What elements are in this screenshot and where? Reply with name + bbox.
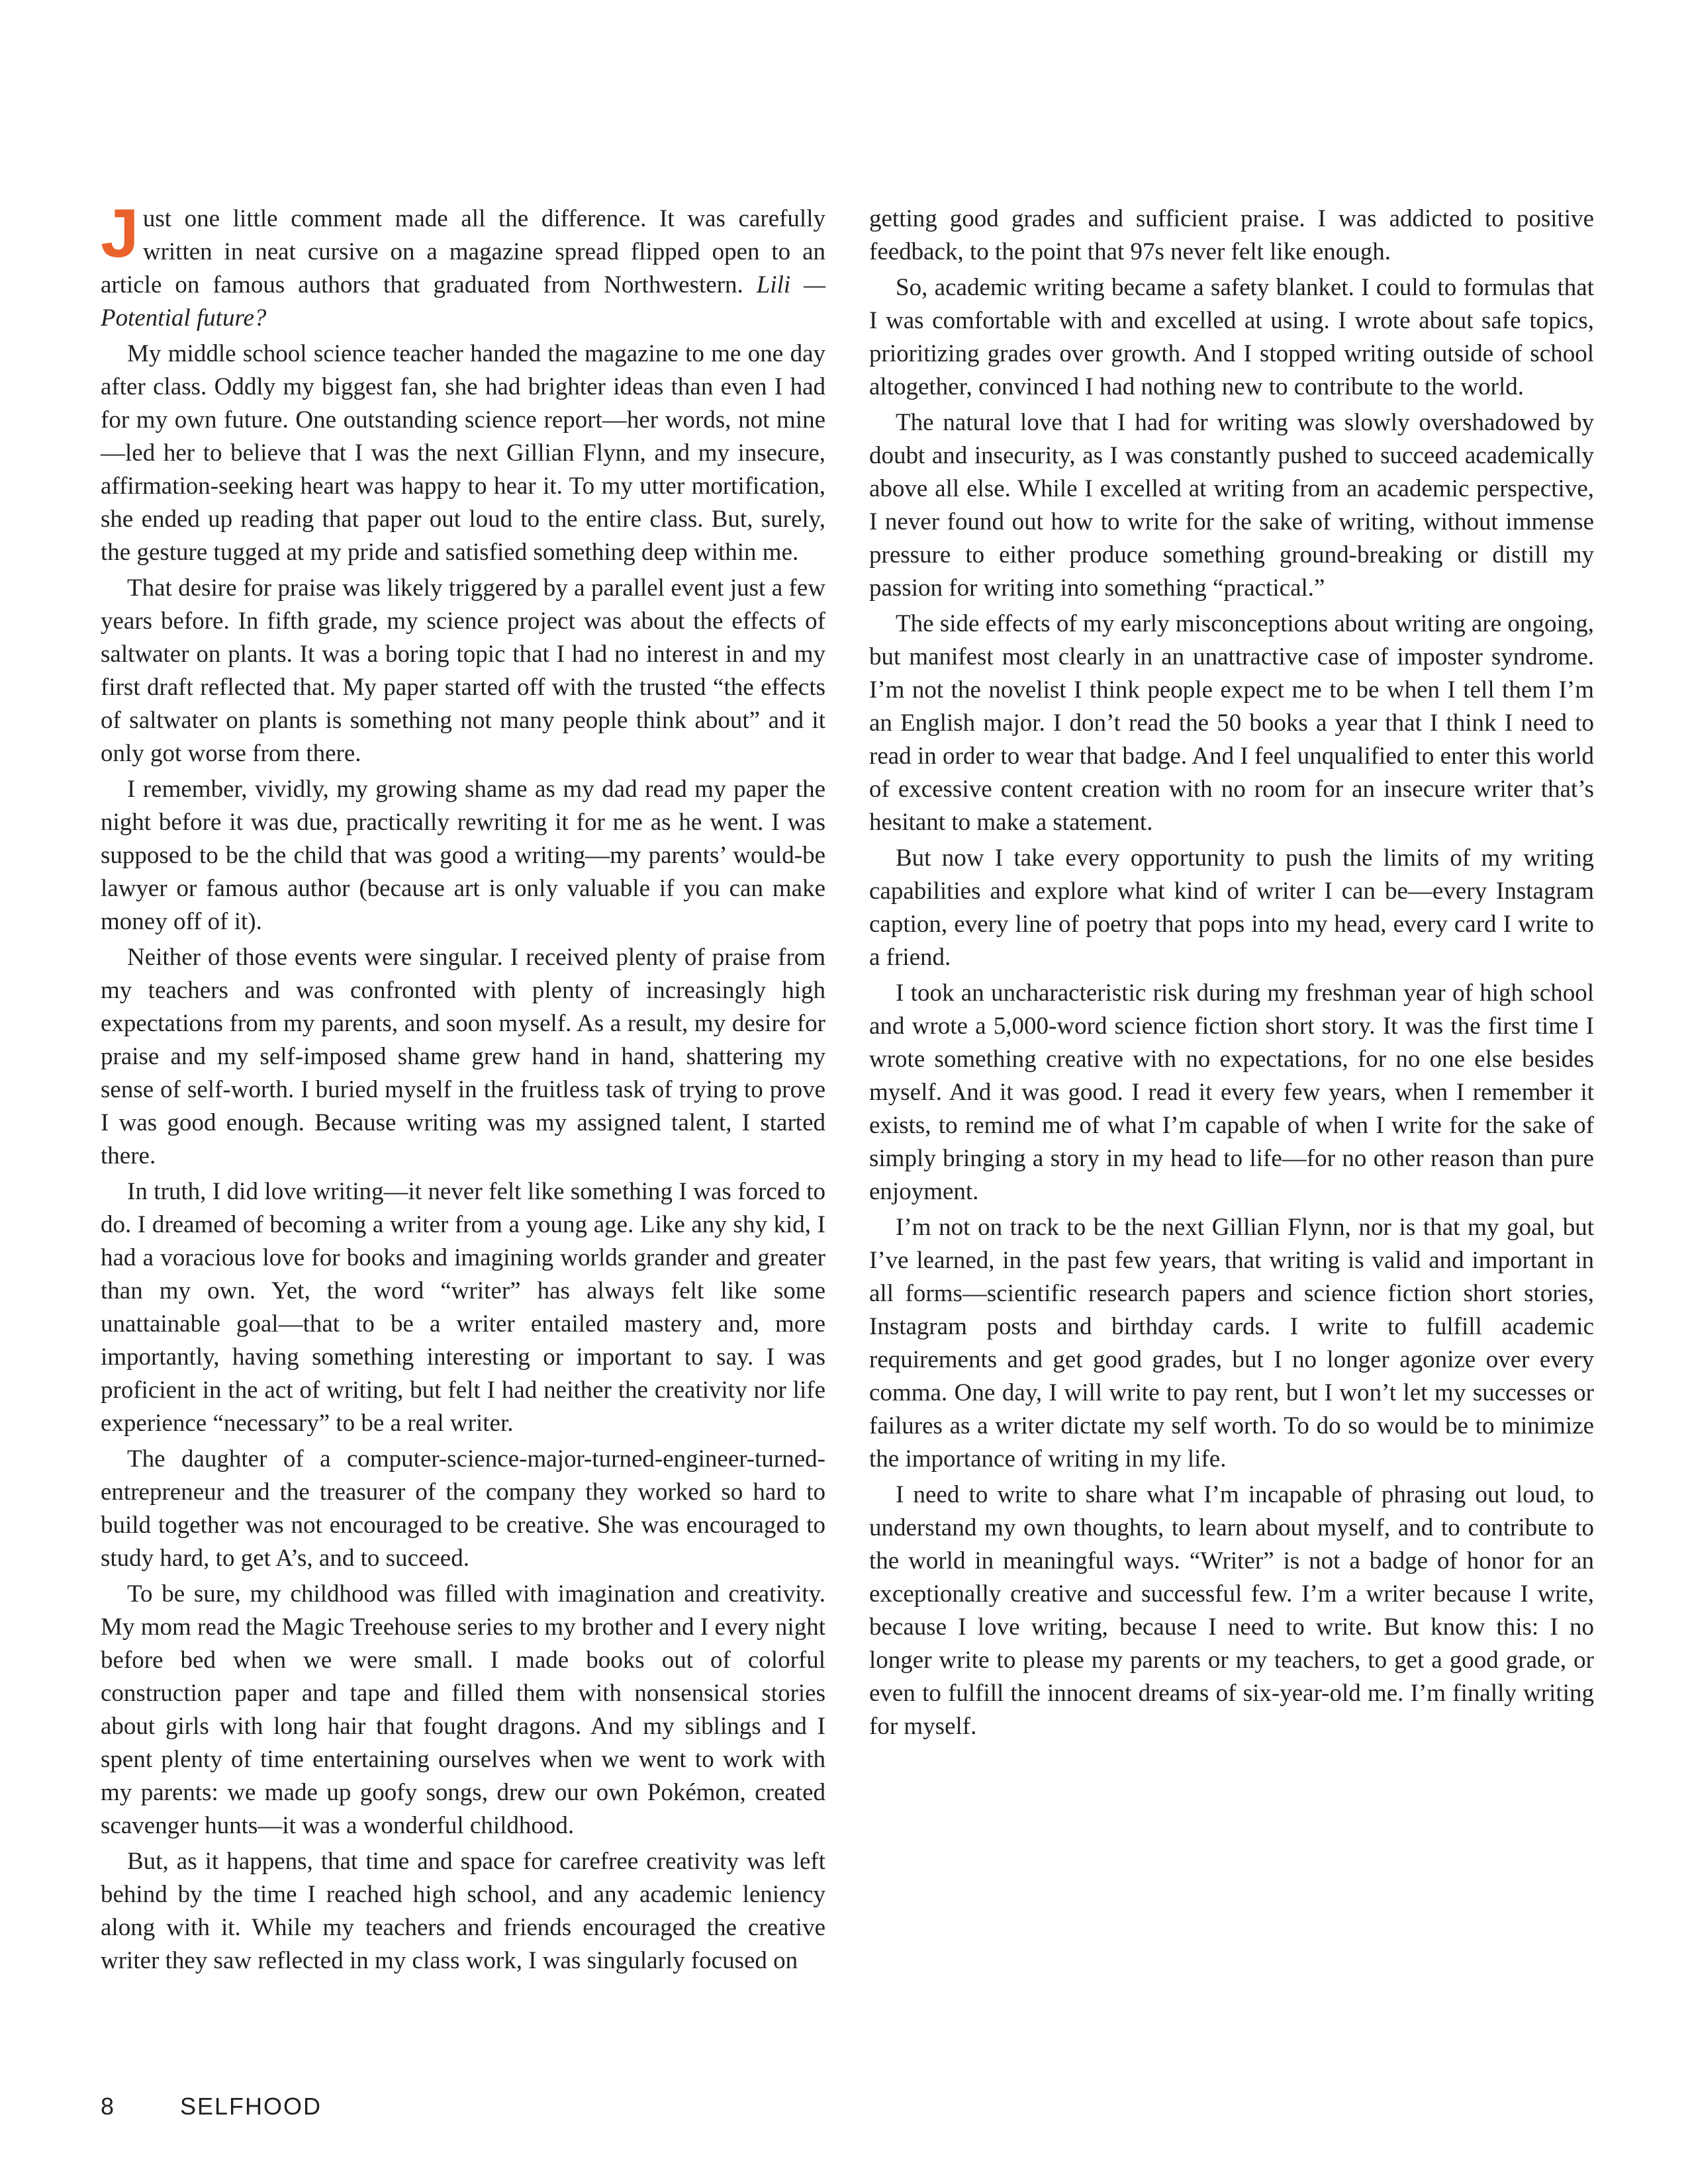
opening-text: ust one little comment made all the difference. It was carefully written in neat cursive on a magazine spread flipped open to an article on famous authors that graduated from Northwestern. [101, 205, 825, 298]
body-paragraph: The side effects of my early misconceptions about writing are ongoing, but manifest most clearly in an unattractive case of imposter syndrome. I’m not the novelist I think people expect me to be when I tell them I’m an English major. I don’t read the 50 books a year that I think I need to read in order to wear that badge. And I feel unqualified to enter this world of excessive content creation with no room for an insecure writer that’s hesitant to make a statement. [869, 610, 1594, 836]
body-paragraph: That desire for praise was likely triggered by a parallel event just a few years before. In fifth grade, my science project was about the effects of saltwater on plants. It was a boring topic that I had no interest in and my first draft reflected that. My paper started off with the trusted “the effects of saltwater on plants is something not many people think about” and it only got worse from there. [101, 574, 825, 767]
opening-paragraph [101, 195, 825, 335]
body-paragraph: The natural love that I had for writing was slowly overshadowed by doubt and insecurity, as I was constantly pushed to succeed academically above all else. While I excelled at writing from an academic perspective, I never found out how to write for the sake of writing, without immense pressure to either produce something ground-breaking or distill my passion for writing into something “practical.” [869, 409, 1594, 602]
page-number: 8 [101, 2093, 115, 2120]
body-paragraph: But now I take every opportunity to push the limits of my writing capabilities and explore what kind of writer I can be—every Instagram caption, every line of poetry that pops into my head, every card I write to a friend. [869, 844, 1594, 971]
body-paragraph: So, academic writing became a safety blanket. I could to formulas that I was comfortable with and excelled at using. I wrote about safe topics, prioritizing grades over growth. And I stopped writing outside of school altogether, convinced I had nothing new to contribute to the world. [869, 274, 1594, 400]
continued-paragraph: getting good grades and sufficient praise. I was addicted to positive feedback, to the point that 97s never felt like enough. [869, 205, 1594, 265]
body-paragraph: I’m not on track to be the next Gillian Flynn, nor is that my goal, but I’ve learned, in the past few years, that writing is valid and important in all forms—scientific research papers and science fiction short stories, Instagram posts and birthday cards. I write to fulfill academic requirements and get good grades, but I no longer agonize over every comma. One day, I will write to pay rent, but I won’t let my successes or failures as a writer dictate my self worth. To do so would be to minimize the importance of writing in my life. [869, 1214, 1594, 1473]
body-paragraph: To be sure, my childhood was filled with imagination and creativity. My mom read the Magic Treehouse series to my brother and I every night before bed when we were small. I made books out of colorful construction paper and tape and filled them with nonsensical stories about girls with long hair that fought dragons. And my siblings and I spent plenty of time entertaining ourselves when we went to work with my parents: we made up goofy songs, drew our own Pokémon, created scavenger hunts—it was a wonderful childhood. [101, 1580, 825, 1839]
opening-italic-note: Lili — Potential future? [101, 271, 825, 332]
left-column [101, 195, 825, 1980]
body-paragraph: But, as it happens, that time and space for carefree creativity was left behind by the time I reached high school, and any academic leniency along with it. While my teachers and friends encouraged the creative writer they saw reflected in my class work, I was singularly focused on [101, 1848, 825, 1974]
body-paragraph: I need to write to share what I’m incapable of phrasing out loud, to understand my own thoughts, to learn about myself, and to contribute to the world in meaningful ways. “Writer” is not a badge of honor for an exceptionally creative and successful few. I’m a writer because I write, because I love writing, because I need to write. But know this: I no longer write to please my parents or my teachers, to get a good grade, or even to fulfill the innocent dreams of six-year-old me. I’m finally writing for myself. [869, 1481, 1594, 1740]
body-paragraph: I remember, vividly, my growing shame as my dad read my paper the night before it was due, practically rewriting it for me as he went. I was supposed to be the child that was good a writing—my parents’ would-be lawyer or famous author (because art is only valuable if you can make money off of it). [101, 776, 825, 935]
body-paragraph: I took an uncharacteristic risk during my freshman year of high school and wrote a 5,000-word science fiction short story. It was the first time I wrote something creative with no expectations, for no one else besides myself. And it was good. I read it every few years, when I remember it exists, to remind me of what I’m capable of when I write for the sake of simply bringing a story in my head to life—for no other reason than pure enjoyment. [869, 979, 1594, 1205]
right-column [869, 203, 1594, 1746]
drop-cap: J [101, 195, 139, 272]
body-paragraph: The daughter of a computer-science-major-turned-engineer-turned-entrepreneur and the treasurer of the company they worked so hard to build together was not encouraged to be creative. She was encouraged to study hard, to get A’s, and to succeed. [101, 1445, 825, 1572]
body-paragraph: Neither of those events were singular. I received plenty of praise from my teachers and was confronted with plenty of increasingly high expectations from my parents, and soon myself. As a result, my desire for praise and my self-imposed shame grew hand in hand, shattering my sense of self-worth. I buried myself in the fruitless task of trying to prove I was good enough. Because writing was my assigned talent, I started there. [101, 944, 825, 1169]
section-title: SELFHOOD [180, 2093, 322, 2120]
page-footer [101, 2093, 322, 2120]
body-paragraph: In truth, I did love writing—it never felt like something I was forced to do. I dreamed of becoming a writer from a young age. Like any shy kid, I had a voracious love for books and imagining worlds grander and greater than my own. Yet, the word “writer” has always felt like some unattainable goal—that to be a writer entailed mastery and, more importantly, having something interesting or important to say. I was proficient in the act of writing, but felt I had neither the creativity nor life experience “necessary” to be a real writer. [101, 1178, 825, 1437]
body-paragraph: My middle school science teacher handed the magazine to me one day after class. Oddly my biggest fan, she had brighter ideas than even I had for my own future. One outstanding science report—her words, not mine—led her to believe that I was the next Gillian Flynn, and my insecure, affirmation-seeking heart was happy to hear it. To my utter mortification, she ended up reading that paper out loud to the entire class. But, surely, the gesture tugged at my pride and satisfied something deep within me. [101, 340, 825, 566]
